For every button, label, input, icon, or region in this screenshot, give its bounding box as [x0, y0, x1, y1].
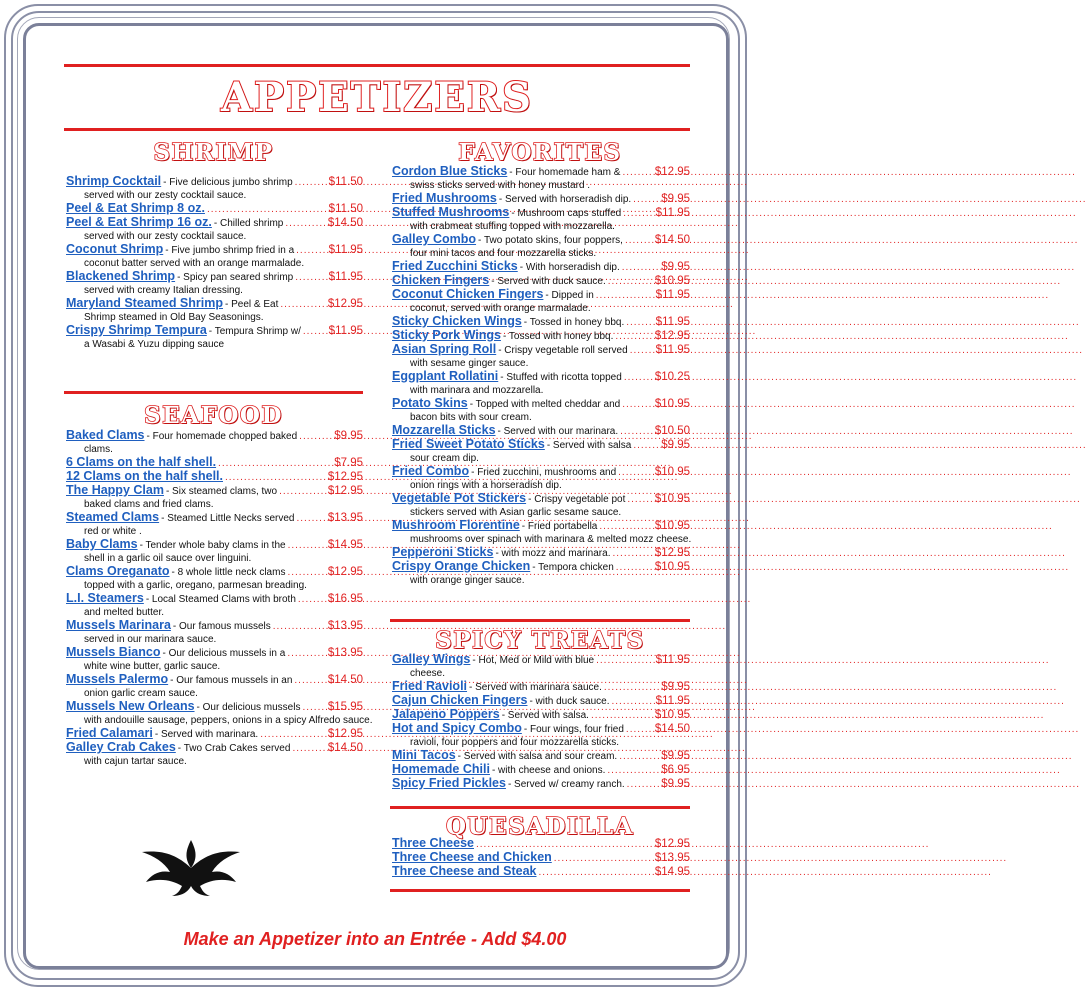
item-name[interactable]: Fried Zucchini Sticks [392, 259, 518, 273]
menu-item [66, 673, 363, 700]
menu-item [392, 851, 690, 865]
item-name[interactable]: Fried Mushrooms [392, 191, 497, 205]
item-description-cont: four mini tacos and four mozzarella sticks. [410, 248, 597, 259]
item-description: - Served with our marinara. [497, 426, 619, 437]
item-name[interactable]: Fried Ravioli [392, 679, 468, 693]
menu-item [392, 694, 690, 708]
item-description: - with mozz and marinara. [495, 548, 611, 559]
menu-item [66, 592, 363, 619]
menu-item [66, 270, 363, 297]
item-description: - Served with duck sauce. [491, 276, 606, 287]
item-description: - Steamed Little Necks served [161, 513, 295, 524]
item-price: $11.95 [328, 325, 363, 337]
item-name[interactable]: Mussels New Orleans [66, 699, 195, 713]
item-name[interactable]: Pepperoni Sticks [392, 545, 494, 559]
item-price: $11.95 [655, 344, 690, 356]
item-description: - Fried zucchini, mushrooms and [471, 467, 617, 478]
item-price: $7.95 [334, 457, 363, 469]
item-name[interactable]: Peel & Eat Shrimp 8 oz. [66, 201, 205, 215]
dot-leader [622, 371, 655, 384]
item-description-cont: baked clams and fried clams. [84, 499, 214, 510]
menu-item [66, 202, 363, 216]
dot-leader [283, 217, 327, 230]
item-name[interactable]: Mozzarella Sticks [392, 423, 496, 437]
item-name[interactable]: Peel & Eat Shrimp 16 oz. [66, 215, 212, 229]
menu-item [66, 216, 363, 243]
item-price: $9.95 [661, 778, 690, 790]
item-name[interactable]: Clams Oreganato [66, 564, 170, 578]
item-name[interactable]: Coconut Chicken Fingers [392, 287, 544, 301]
item-description-cont: served in our marinara sauce. [84, 634, 217, 645]
item-description: - Spicy pan seared shrimp [177, 272, 294, 283]
item-price: $11.95 [655, 695, 690, 707]
item-description: - Our famous mussels in an [170, 675, 293, 686]
item-price: $12.95 [327, 298, 363, 310]
item-price: $10.95 [654, 398, 690, 410]
dot-leader [620, 261, 661, 274]
menu-item [392, 465, 690, 492]
dot-leader [624, 723, 655, 736]
dot-leader [294, 244, 329, 257]
dot-leader [618, 425, 655, 438]
dot-leader [278, 298, 327, 311]
dot-leader [285, 566, 327, 579]
menu-item [392, 274, 690, 288]
item-description: - Six steamed clams, two [165, 486, 278, 497]
item-name[interactable]: Coconut Shrimp [66, 242, 164, 256]
menu-item [392, 260, 690, 274]
item-name[interactable]: Maryland Steamed Shrimp [66, 296, 223, 310]
item-description: - Five delicious jumbo shrimp [163, 177, 293, 188]
menu-item [392, 708, 690, 722]
item-price: $11.95 [655, 316, 690, 328]
item-name[interactable]: Potato Skins [392, 396, 468, 410]
item-description-cont: topped with a garlic, oregano, parmesan breading. [84, 580, 307, 591]
item-description: - Stuffed with ricotta topped [500, 372, 622, 383]
dot-leader [297, 430, 334, 443]
dot-leader [589, 709, 655, 722]
menu-item [392, 837, 690, 851]
item-price: $14.50 [327, 742, 363, 754]
item-description-cont: with cajun tartar sauce. [84, 756, 187, 767]
item-price: $16.95 [327, 593, 363, 605]
item-name[interactable]: Steamed Clams [66, 510, 160, 524]
menu-item [392, 519, 690, 546]
item-description: - Tempura Shrimp w/ [208, 326, 301, 337]
menu-item [392, 370, 690, 397]
dot-leader [594, 289, 656, 302]
dot-leader [205, 203, 329, 216]
item-name[interactable]: Mussels Marinara [66, 618, 171, 632]
item-price: $9.95 [661, 681, 690, 693]
item-description-cont: with andouille sausage, peppers, onions in a spicy Alfredo sauce. [84, 715, 373, 726]
item-name[interactable]: Baby Clams [66, 537, 138, 551]
dot-leader [605, 764, 661, 777]
item-price: $11.95 [328, 244, 363, 256]
menu-item [392, 492, 690, 519]
item-price: $9.95 [661, 193, 690, 205]
menu-item [392, 315, 690, 329]
dot-leader [613, 330, 654, 343]
item-description: - Tossed in honey bbq. [523, 317, 625, 328]
quesadilla-list [392, 837, 690, 879]
item-description: - with duck sauce. [529, 696, 610, 707]
item-name[interactable]: Eggplant Rollatini [392, 369, 499, 383]
item-price: $14.50 [327, 674, 363, 686]
item-name[interactable]: Cajun Chicken Fingers [392, 693, 528, 707]
item-price: $9.95 [661, 750, 690, 762]
dot-leader [620, 166, 654, 179]
item-name[interactable]: Crispy Shrimp Tempura [66, 323, 207, 337]
item-description-cont: bacon bits with sour cream. [410, 412, 532, 423]
item-price: $14.50 [654, 234, 690, 246]
item-price: $14.50 [327, 217, 363, 229]
dot-leader [624, 316, 655, 329]
dot-leader [301, 325, 329, 338]
item-name[interactable]: Three Cheese and Steak [392, 864, 537, 878]
menu-item [392, 343, 690, 370]
dot-leader [621, 207, 655, 220]
menu-item [66, 324, 363, 351]
menu-item [392, 722, 690, 749]
menu-item [392, 233, 690, 260]
item-description: - Our delicious mussels in a [162, 648, 286, 659]
menu-item [392, 438, 690, 465]
menu-item [66, 699, 373, 727]
item-description-cont: mushrooms over spinach with marinara & melted mozz cheese. [410, 534, 692, 545]
item-name[interactable]: Sticky Pork Wings [392, 328, 501, 342]
item-price: $12.95 [327, 566, 363, 578]
item-price: $14.95 [654, 866, 690, 878]
item-name[interactable]: Jalapeno Poppers [392, 707, 500, 721]
item-name[interactable]: The Happy Clam [66, 483, 164, 497]
item-description: - Four wings, four fried [523, 724, 624, 735]
item-description: - Served with marinara. [154, 729, 259, 740]
item-price: $12.95 [654, 330, 690, 342]
item-description-cont: shell in a garlic oil sauce over linguini. [84, 553, 252, 564]
dot-leader [537, 866, 655, 879]
menu-item [66, 727, 363, 741]
item-name[interactable]: Fried Combo [392, 464, 470, 478]
item-description: - Served with horseradish dip. [498, 194, 632, 205]
quesadilla-rule [390, 806, 690, 809]
item-name[interactable]: Crispy Orange Chicken [392, 559, 531, 573]
item-name[interactable]: 12 Clams on the half shell. [66, 469, 223, 483]
item-description-cont: sour cream dip. [410, 453, 479, 464]
item-description-cont: a Wasabi & Yuzu dipping sauce [84, 339, 225, 350]
dot-leader [606, 275, 655, 288]
menu-item [392, 653, 690, 680]
item-description-cont: with crabmeat stuffing topped with mozzarella. [410, 221, 615, 232]
item-description-cont: onion rings with a horseradish dip. [410, 480, 562, 491]
item-description: - Peel & Eat [225, 299, 279, 310]
favorites-list [392, 165, 690, 587]
dot-leader [293, 176, 329, 189]
dot-leader [631, 193, 661, 206]
seafood-list [66, 428, 373, 768]
dot-leader [290, 742, 327, 755]
item-name[interactable]: Stuffed Mushrooms [392, 205, 510, 219]
dot-leader [285, 647, 328, 660]
menu-item [392, 749, 690, 763]
item-name[interactable]: Cordon Blue Sticks [392, 164, 508, 178]
item-description-cont: with marinara and mozzarella. [410, 385, 544, 396]
menu-item [66, 619, 363, 646]
section-heading-spicy: SPICY TREATS [435, 627, 645, 654]
item-price: $12.95 [654, 166, 690, 178]
item-name[interactable]: Three Cheese [392, 836, 474, 850]
item-name[interactable]: 6 Clams on the half shell. [66, 455, 217, 469]
item-price: $12.95 [654, 838, 690, 850]
item-name[interactable]: Galley Wings [392, 652, 471, 666]
item-price: $11.95 [655, 289, 690, 301]
menu-item [392, 329, 690, 343]
item-description: - Hot, Med or Mild with blue [472, 655, 595, 666]
item-price: $12.95 [327, 485, 363, 497]
item-name[interactable]: Fried Calamari [66, 726, 153, 740]
item-description-cont: red or white . [84, 526, 142, 537]
menu-item [66, 511, 363, 538]
item-description-cont: served with our zesty cocktail sauce. [84, 190, 247, 201]
item-price: $13.95 [327, 647, 363, 659]
item-description: - Tempora chicken [532, 562, 614, 573]
dot-leader [602, 681, 661, 694]
menu-item [392, 763, 690, 777]
item-description-cont: and melted butter. [84, 607, 165, 618]
section-heading-quesadilla: QUESADILLA [446, 813, 634, 840]
item-name[interactable]: Homemade Chili [392, 762, 490, 776]
top-rule [64, 64, 690, 67]
page-title: APPETIZERS [221, 74, 533, 121]
item-description-cont: coconut batter served with an orange marmalade. [84, 258, 305, 269]
menu-item [66, 646, 363, 673]
item-description: - Chilled shrimp [213, 218, 284, 229]
item-price: $10.95 [654, 466, 690, 478]
dot-leader [286, 539, 328, 552]
menu-item [392, 560, 690, 587]
item-price: $10.95 [654, 561, 690, 573]
menu-item [392, 680, 690, 694]
item-description: - Two potato skins, four poppers, [478, 235, 623, 246]
item-name[interactable]: Chicken Fingers [392, 273, 490, 287]
item-description-cont: white wine butter, garlic sauce. [84, 661, 221, 672]
item-description: - Served with marinara sauce. [469, 682, 602, 693]
item-description-cont: with orange ginger sauce. [410, 575, 525, 586]
item-description: - Our delicious mussels [196, 702, 301, 713]
item-description-cont: cheese. [410, 668, 446, 679]
item-price: $15.95 [327, 701, 363, 713]
fleur-ornament-icon [136, 836, 246, 898]
item-name[interactable]: Galley Crab Cakes [66, 740, 176, 754]
dot-leader [296, 593, 328, 606]
item-description: - Four homemade ham & [509, 167, 621, 178]
item-description: - Served with salsa [546, 440, 632, 451]
item-price: $12.95 [654, 547, 690, 559]
item-name[interactable]: Asian Spring Roll [392, 342, 497, 356]
item-description: - Local Steamed Clams with broth [145, 594, 296, 605]
item-description: - Crispy vegetable roll served [498, 345, 628, 356]
item-price: $6.95 [661, 764, 690, 776]
item-description-cont: coconut, served with orange marmalade. [410, 303, 591, 314]
dot-leader [631, 439, 661, 452]
spicy-rule [390, 619, 690, 622]
item-name[interactable]: Sticky Chicken Wings [392, 314, 522, 328]
menu-item [392, 777, 690, 791]
item-price: $10.95 [654, 520, 690, 532]
dot-leader [295, 512, 328, 525]
dot-leader [293, 271, 328, 284]
item-description: - Served with salsa and sour cream. [457, 751, 618, 762]
item-price: $11.50 [328, 176, 363, 188]
item-price: $13.95 [327, 620, 363, 632]
menu-item [392, 546, 690, 560]
menu-item [66, 297, 363, 324]
dot-leader [300, 701, 327, 714]
item-description: - Served w/ creamy ranch. [507, 779, 625, 790]
menu-item [66, 538, 363, 565]
menu-item [66, 429, 363, 456]
item-price: $9.95 [661, 439, 690, 451]
item-description: - Fried portabella [521, 521, 598, 532]
dot-leader [223, 471, 328, 484]
entree-note: Make an Appetizer into an Entrée - Add $4.00 [183, 929, 567, 949]
menu-item [66, 456, 363, 470]
bottom-rule [390, 889, 690, 892]
menu-item [66, 741, 363, 768]
menu-item [66, 243, 363, 270]
section-heading-shrimp: SHRIMP [153, 139, 274, 166]
dot-leader [258, 728, 328, 741]
item-price: $13.95 [327, 512, 363, 524]
item-price: $12.95 [327, 471, 363, 483]
item-description: - Topped with melted cheddar and [469, 399, 621, 410]
item-description-cont: Shrimp steamed in Old Bay Seasonings. [84, 312, 264, 323]
menu-item [66, 175, 363, 202]
dot-leader [610, 695, 656, 708]
item-description: - Served with salsa. [501, 710, 589, 721]
menu-item [392, 397, 690, 424]
item-description: - Crispy vegetable pot [528, 494, 626, 505]
item-price: $10.50 [654, 425, 690, 437]
item-name[interactable]: Blackened Shrimp [66, 269, 176, 283]
item-description-cont: swiss sticks served with honey mustard . [410, 180, 591, 191]
item-description: - Tender whole baby clams in the [139, 540, 286, 551]
item-description-cont: with sesame ginger sauce. [410, 358, 529, 369]
dot-leader [625, 493, 654, 506]
item-description: - Five jumbo shrimp fried in a [165, 245, 295, 256]
item-price: $10.25 [654, 371, 690, 383]
item-price: $11.50 [328, 203, 363, 215]
item-price: $11.95 [655, 654, 690, 666]
item-price: $11.95 [328, 271, 363, 283]
item-description: - with cheese and onions. [491, 765, 606, 776]
dot-leader [597, 520, 654, 533]
menu-item [392, 206, 690, 233]
menu-item [392, 165, 690, 192]
dot-leader [271, 620, 328, 633]
item-description: - 8 whole little neck clams [171, 567, 286, 578]
dot-leader [552, 852, 655, 865]
item-description: - With horseradish dip. [519, 262, 620, 273]
item-name[interactable]: Mussels Palermo [66, 672, 169, 686]
item-description: - Dipped in [545, 290, 594, 301]
dot-leader [623, 234, 655, 247]
item-name[interactable]: Mussels Bianco [66, 645, 161, 659]
menu-item [66, 484, 363, 511]
item-description-cont: served with our zesty cocktail sauce. [84, 231, 247, 242]
item-description-cont: served with creamy Italian dressing. [84, 285, 243, 296]
item-price: $11.95 [655, 207, 690, 219]
item-price: $12.95 [327, 728, 363, 740]
dot-leader [594, 654, 656, 667]
item-name[interactable]: Vegetable Pot Stickers [392, 491, 527, 505]
item-price: $14.95 [327, 539, 363, 551]
item-description: - Two Crab Cakes served [177, 743, 291, 754]
menu-item [392, 424, 690, 438]
menu-item [392, 288, 690, 315]
item-description: - Tossed with honey bbq. [502, 331, 614, 342]
dot-leader [610, 547, 654, 560]
dot-leader [620, 398, 655, 411]
shrimp-list [66, 175, 363, 351]
dot-leader [216, 457, 334, 470]
item-name[interactable]: Mushroom Florentine [392, 518, 520, 532]
item-name[interactable]: Galley Combo [392, 232, 477, 246]
dot-leader [617, 750, 661, 763]
item-price: $9.95 [661, 261, 690, 273]
seafood-rule [64, 391, 363, 394]
item-price: $13.95 [654, 852, 690, 864]
dot-leader [292, 674, 327, 687]
item-price: $10.95 [654, 709, 690, 721]
dot-leader [628, 344, 656, 357]
spicy-list [392, 653, 690, 791]
item-price: $10.95 [654, 493, 690, 505]
item-description-cont: clams. [84, 444, 113, 455]
item-name[interactable]: Baked Clams [66, 428, 145, 442]
menu-item [66, 565, 363, 592]
dot-leader [625, 778, 662, 791]
section-heading-favorites: FAVORITES [458, 139, 622, 166]
menu-item [392, 865, 690, 879]
dot-leader [614, 561, 655, 574]
item-name[interactable]: Shrimp Cocktail [66, 174, 162, 188]
item-name[interactable]: L.I. Steamers [66, 591, 144, 605]
item-description-cont: ravioli, four poppers and four mozzarella sticks. [410, 737, 619, 748]
item-description: - Mushroom caps stuffed [511, 208, 622, 219]
item-name[interactable]: Three Cheese and Chicken [392, 850, 552, 864]
item-description: - Four homemade chopped baked [146, 431, 298, 442]
item-description-cont: stickers served with Asian garlic sesame sauce. [410, 507, 622, 518]
menu-item [392, 192, 690, 206]
item-name[interactable]: Hot and Spicy Combo [392, 721, 522, 735]
item-description-cont: onion garlic cream sauce. [84, 688, 198, 699]
item-price: $9.95 [334, 430, 363, 442]
menu-item [66, 470, 363, 484]
item-name[interactable]: Fried Sweet Potato Sticks [392, 437, 545, 451]
item-price: $14.50 [654, 723, 690, 735]
dot-leader [616, 466, 655, 479]
item-name[interactable]: Spicy Fried Pickles [392, 776, 506, 790]
title-rule [64, 128, 690, 131]
item-description: - Our famous mussels [172, 621, 271, 632]
section-heading-seafood: SEAFOOD [144, 402, 283, 429]
dot-leader [277, 485, 328, 498]
item-name[interactable]: Mini Tacos [392, 748, 456, 762]
item-price: $10.95 [654, 275, 690, 287]
